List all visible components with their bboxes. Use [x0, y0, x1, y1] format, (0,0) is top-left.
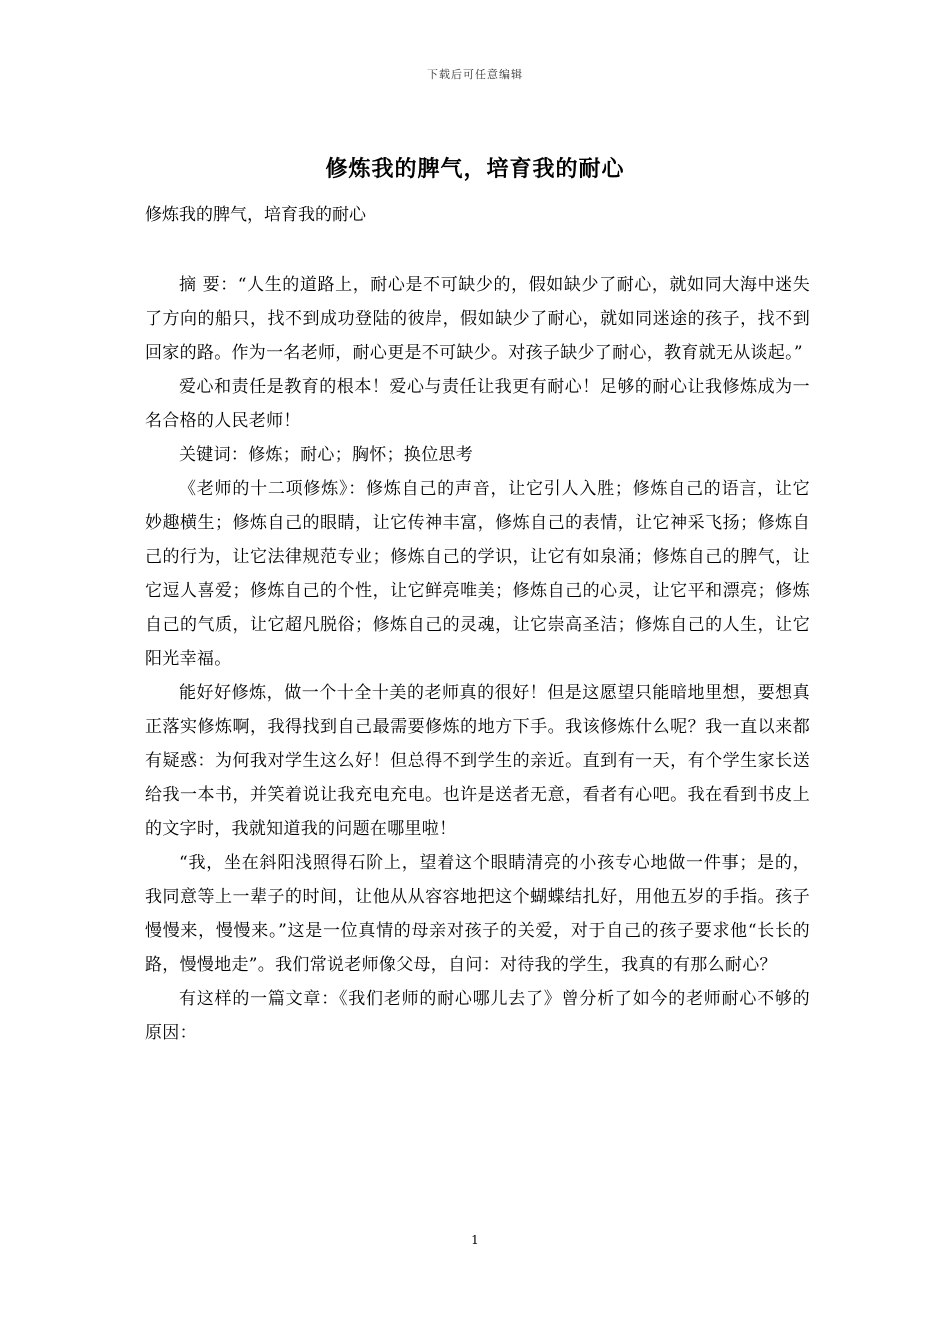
header-note: 下载后可任意编辑 — [427, 68, 523, 81]
abstract-paragraph: 摘 要：“人生的道路上，耐心是不可缺少的，假如缺少了耐心，就如同大海中迷失了方向的船只，找不到成功登陆的彼岸，假如缺少了耐心，就如同迷途的孩子，找不到回家的路。作为一名老师，耐心更是不可缺少。对孩子缺少了耐心，教育就无从谈起。” — [145, 275, 810, 363]
document-title: 修炼我的脾气，培育我的耐心 — [325, 156, 625, 182]
body-paragraph: 能好好修炼，做一个十全十美的老师真的很好！但是这愿望只能暗地里想，要想真正落实修炼啊，我得找到自己最需要修炼的地方下手。我该修炼什么呢？我一直以来都有疑惑：为何我对学生这么好！但总得不到学生的亲近。直到有一天，有个学生家长送给我一本书，并笑着说让我充电充电。也许是送者无意，看者有心吧。我在看到书皮上的文字时，我就知道我的问题在哪里啦！ — [145, 683, 810, 839]
body-paragraph: 《老师的十二项修炼》：修炼自己的声音，让它引人入胜；修炼自己的语言，让它妙趣横生；修炼自己的眼睛，让它传神丰富，修炼自己的表情，让它神采飞扬；修炼自己的行为，让它法律规范专业；修炼自己的学识，让它有如泉涌；修炼自己的脾气，让它逗人喜爱；修炼自己的个性，让它鲜亮唯美；修炼自己的心灵，让它平和漂亮；修炼自己的气质，让它超凡脱俗；修炼自己的灵魂，让它崇高圣洁；修炼自己的人生，让它阳光幸福。 — [145, 479, 810, 669]
body-paragraph: “我，坐在斜阳浅照得石阶上，望着这个眼睛清亮的小孩专心地做一件事；是的，我同意等上一辈子的时间，让他从从容容地把这个蝴蝶结扎好，用他五岁的手指。孩子慢慢来，慢慢来。”这是一位真情的母亲对孩子的关爱，对于自己的孩子要求他“长长的路，慢慢地走”。我们常说老师像父母，自问：对待我的学生，我真的有那么耐心？ — [145, 853, 810, 975]
keywords-paragraph: 关键词：修炼；耐心；胸怀；换位思考 — [179, 445, 474, 465]
document-subtitle: 修炼我的脾气，培育我的耐心 — [145, 205, 366, 225]
body-paragraph: 有这样的一篇文章：《我们老师的耐心哪儿去了》曾分析了如今的老师耐心不够的原因： — [145, 989, 810, 1043]
page-number: 1 — [471, 1233, 479, 1247]
body-paragraph: 爱心和责任是教育的根本！爱心与责任让我更有耐心！足够的耐心让我修炼成为一名合格的人民老师！ — [145, 377, 810, 431]
document-body — [145, 268, 810, 1050]
